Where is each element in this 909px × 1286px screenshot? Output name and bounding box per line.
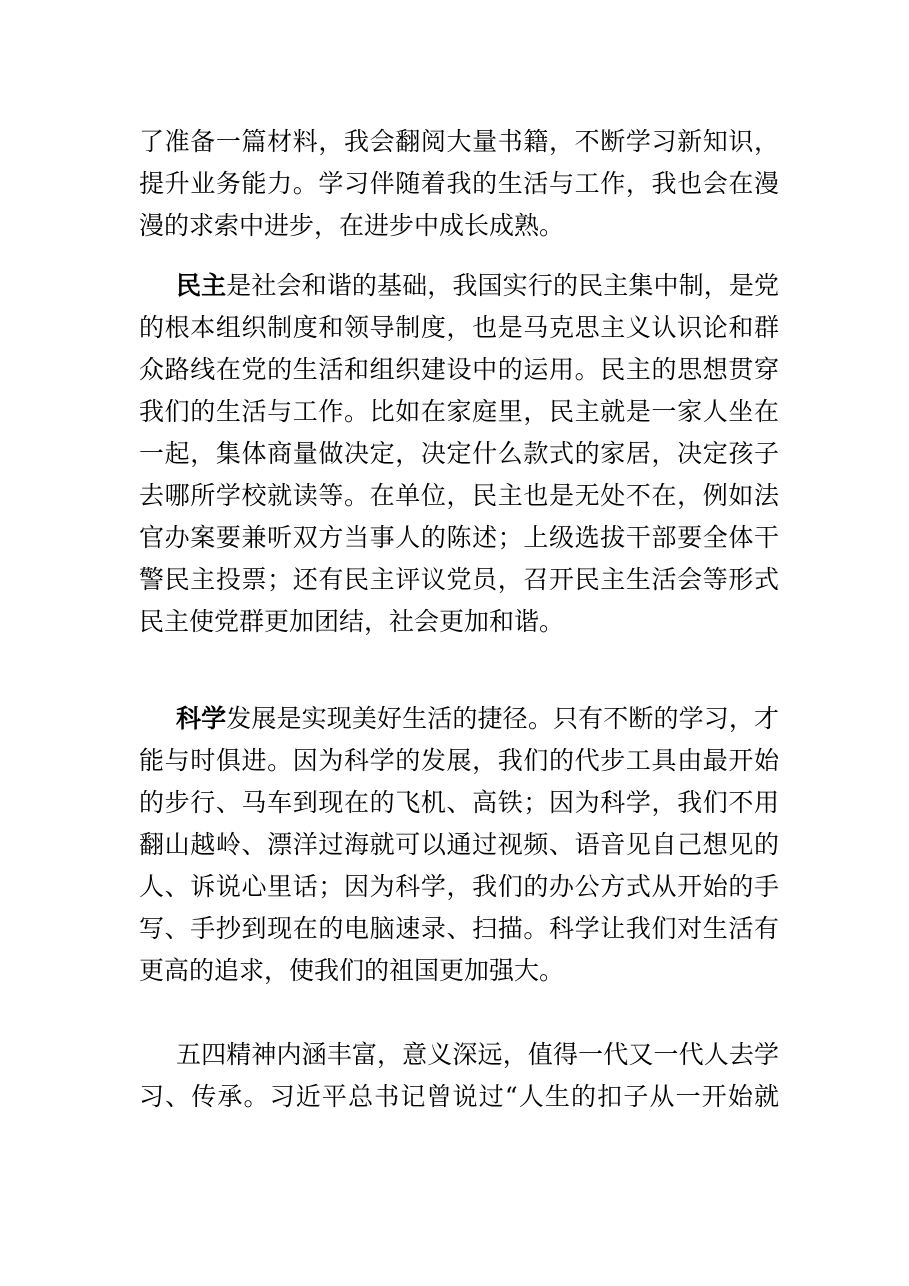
paragraph-line: 习、传承。习近平总书记曾说过“人生的扣子从一开始就 <box>139 1082 779 1111</box>
paragraph-4 <box>139 1034 779 1118</box>
paragraph-line: 去哪所学校就读等。在单位，民主也是无处不在，例如法 <box>139 481 779 510</box>
paragraph-text: 是社会和谐的基础，我国实行的民主集中制，是党 <box>226 271 779 300</box>
keyword-science: 科学 <box>176 704 227 733</box>
paragraph-line: 翻山越岭、漂洋过海就可以通过视频、语音见自己想见的 <box>139 830 779 859</box>
paragraph-democracy <box>139 265 779 643</box>
paragraph-line: 写、手抄到现在的电脑速录、扫描。科学让我们对生活有 <box>139 914 779 943</box>
paragraph-line: 官办案要兼听双方当事人的陈述；上级选拔干部要全体干 <box>139 523 779 552</box>
paragraph-1 <box>139 121 779 247</box>
paragraph-line: 我们的生活与工作。比如在家庭里，民主就是一家人坐在 <box>139 397 779 426</box>
paragraph-line: 警民主投票；还有民主评议党员，召开民主生活会等形式 <box>139 565 779 594</box>
paragraph-line: 众路线在党的生活和组织建设中的运用。民主的思想贯穿 <box>139 355 779 384</box>
paragraph-line: 漫的求索中进步，在进步中成长成熟。 <box>139 211 565 240</box>
paragraph-line: 提升业务能力。学习伴随着我的生活与工作，我也会在漫 <box>139 169 779 198</box>
paragraph-first-line: 五四精神内涵丰富，意义深远，值得一代又一代人去学 <box>176 1040 779 1069</box>
keyword-democracy: 民主 <box>176 271 227 300</box>
paragraph-line: 了准备一篇材料，我会翻阅大量书籍，不断学习新知识， <box>139 127 779 156</box>
paragraph-first-line <box>139 265 779 307</box>
paragraph-science <box>139 698 779 992</box>
paragraph-line: 民主使党群更加团结，社会更加和谐。 <box>139 607 565 636</box>
paragraph-line: 更高的追求，使我们的祖国更加强大。 <box>139 956 565 985</box>
paragraph-line: 的根本组织制度和领导制度，也是马克思主义认识论和群 <box>139 313 779 342</box>
paragraph-first-line <box>139 698 779 740</box>
paragraph-line: 一起，集体商量做决定，决定什么款式的家居，决定孩子 <box>139 439 779 468</box>
paragraph-line: 的步行、马车到现在的飞机、高铁；因为科学，我们不用 <box>139 788 779 817</box>
paragraph-text: 发展是实现美好生活的捷径。只有不断的学习，才 <box>226 704 779 733</box>
paragraph-line: 能与时俱进。因为科学的发展，我们的代步工具由最开始 <box>139 746 779 775</box>
paragraph-line: 人、诉说心里话；因为科学，我们的办公方式从开始的手 <box>139 872 779 901</box>
